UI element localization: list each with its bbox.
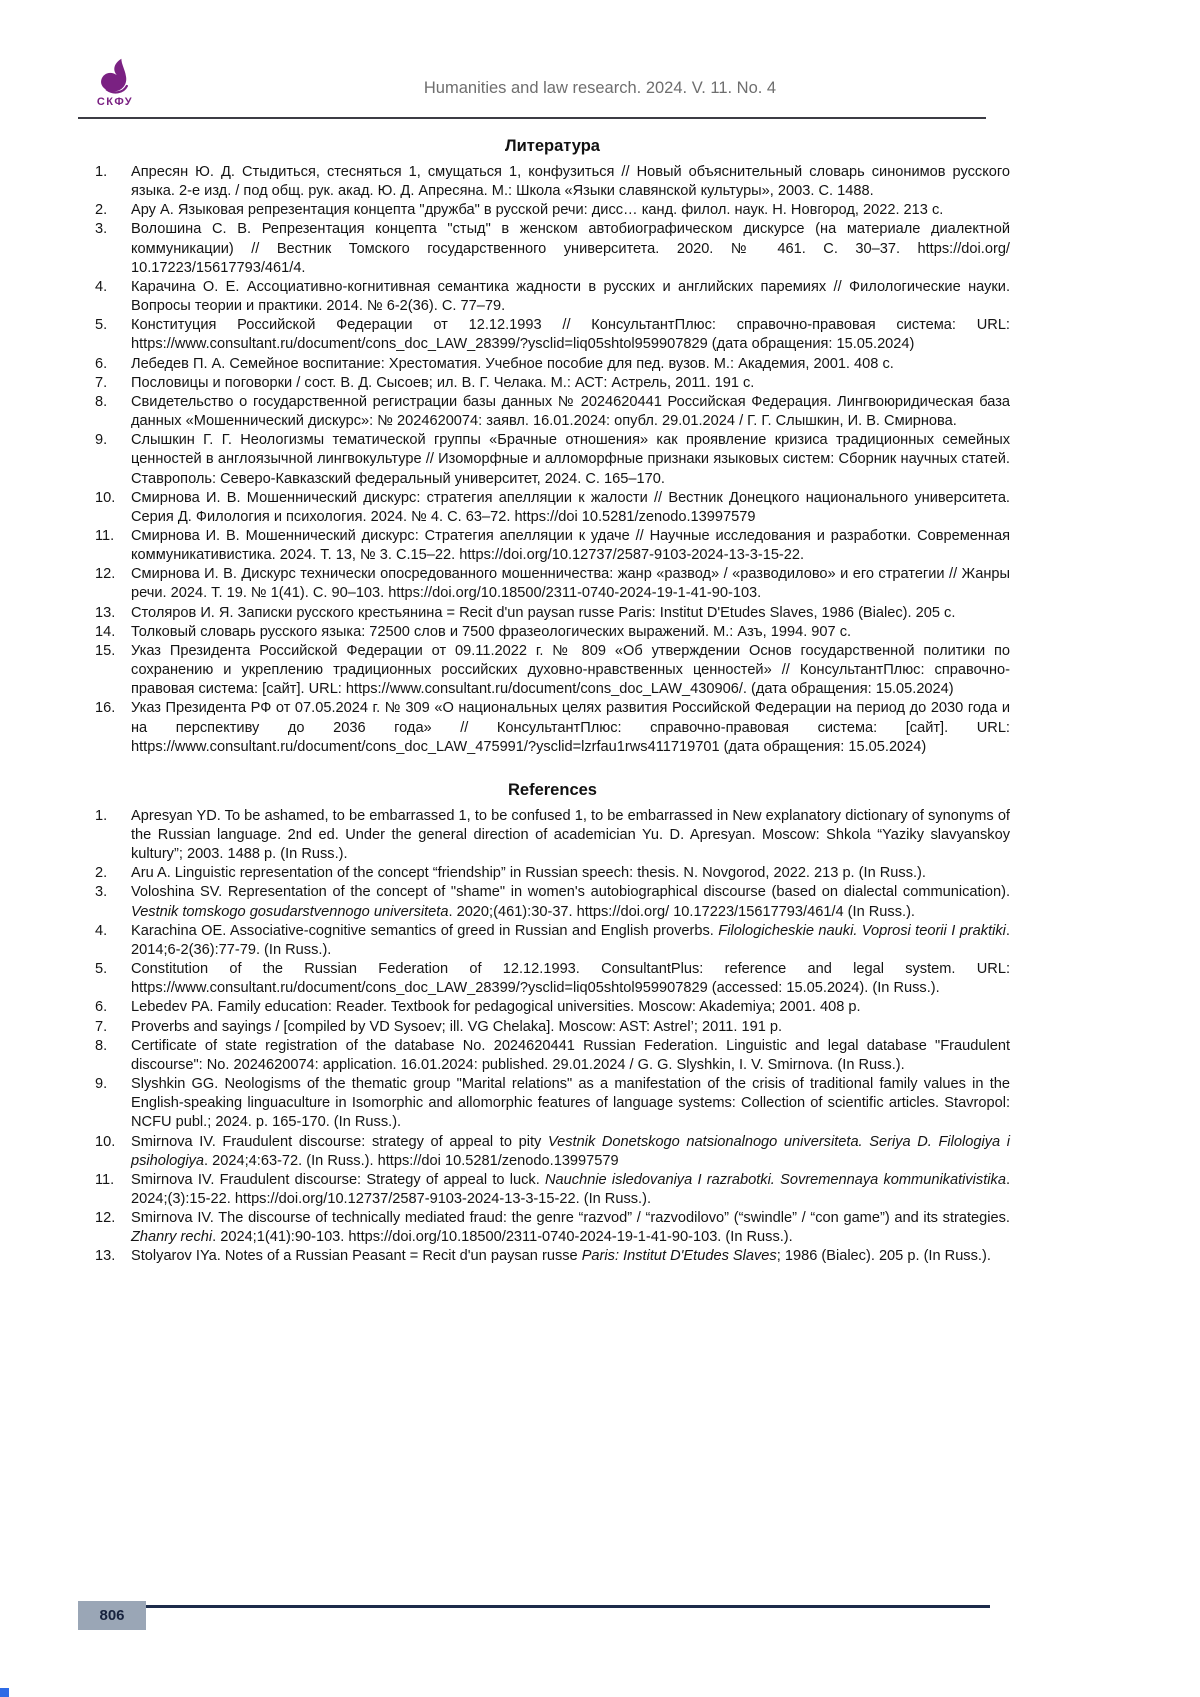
reference-number: 1.	[95, 807, 108, 824]
reference-number: 11.	[95, 527, 115, 544]
reference-number: 3.	[95, 221, 108, 238]
reference-item	[95, 201, 1010, 220]
reference-text: Ару А. Языковая репрезентация концепта "дружба" в русской речи: дисс… канд. филол. наук. Н. Новгород, 2022. 213 с.	[131, 202, 944, 219]
reference-item	[95, 1075, 1010, 1132]
skfu-logo-text: СКФУ	[96, 96, 134, 108]
reference-text: Волошина С. В. Репрезентация концепта "стыд" в женском автобиографическом дискурсе (на материале диалектной коммуникации) // Вестник Томского государственного университета. 2020. № 461. С. 30–37. https://doi.org/ 10.17223/15617793/461/4.	[131, 221, 1010, 276]
reference-text: Столяров И. Я. Записки русского крестьянина = Recit d'un paysan russe Paris: Institut D'Etudes Slaves, 1986 (Bialec). 205 с.	[131, 604, 956, 621]
reference-item	[95, 431, 1010, 488]
reference-item	[95, 1018, 1010, 1037]
reference-number: 5.	[95, 961, 108, 978]
reference-item	[95, 393, 1010, 431]
literature-list	[95, 163, 1010, 757]
reference-text-italic: Vestnik Donetskogo natsionalnogo universiteta. Seriya D. Filologiya i psihologiya	[131, 1133, 1011, 1169]
reference-number: 2.	[95, 202, 108, 219]
reference-text: Лебедев П. А. Семейное воспитание: Хрестоматия. Учебное пособие для пед. вузов. М.: Академия, 2001. 408 с.	[131, 355, 894, 372]
reference-number: 5.	[95, 317, 108, 334]
reference-item	[95, 316, 1010, 354]
reference-number: 10.	[95, 489, 116, 506]
reference-number: 12.	[95, 566, 116, 583]
reference-item	[95, 960, 1010, 998]
reference-text: Конституция Российской Федерации от 12.12.1993 // КонсультантПлюс: справочно-правовая система: URL: https://www.consultant.ru/document/cons_doc_LAW_28399/?ysclid=liq05shtol959907829 (дата обращения: 15.05.2024)	[131, 317, 1010, 353]
reference-text: Указ Президента Российской Федерации от 09.11.2022 г. № 809 «Об утверждении Основ государственной политики по сохранению и укреплению традиционных российских духовно-нравственных ценностей» // КонсультантПлюс: справочно-правовая система: [сайт]. URL: https://www.consultant.ru/document/cons_doc_LAW_430906/. (дата обращения: 15.05.2024)	[131, 642, 1010, 698]
reference-number: 13.	[95, 604, 116, 621]
reference-text: Пословицы и поговорки / сост. В. Д. Сысоев; ил. В. Г. Челака. М.: АСТ: Астрель, 2011. 191 с.	[131, 374, 755, 391]
reference-text: Апресян Ю. Д. Стыдиться, стесняться 1, смущаться 1, конфузиться // Новый объяснительный словарь синонимов русского языка. 2-е изд. / под общ. рук. акад. Ю. Д. Апресяна. М.: Школа «Языки славянской культуры», 2003. С. 1488.	[131, 164, 1010, 200]
reference-item	[95, 864, 1010, 883]
reference-text: Smirnova IV. Fraudulent discourse: strategy of appeal to pity	[131, 1133, 548, 1150]
reference-number: 14.	[95, 623, 116, 640]
reference-item	[95, 1171, 1010, 1209]
reference-item	[95, 1247, 1010, 1266]
page-number: 806	[78, 1601, 146, 1630]
reference-text: Смирнова И. В. Мошеннический дискурс: стратегия апелляции к жалости // Вестник Донецкого национального университета. Серия Д. Филология и психология. 2024. № 4. С. 63–72. https://doi 10.5281/zenodo.13997579	[131, 489, 1010, 525]
reference-number: 4.	[95, 278, 108, 295]
reference-item	[95, 163, 1010, 201]
references-list	[95, 807, 1010, 1267]
reference-number: 7.	[95, 374, 108, 391]
literature-heading: Литература	[505, 137, 600, 155]
page-header	[0, 0, 1200, 124]
reference-text: . 2014;6-2(36):77-79. (In Russ.).	[131, 922, 1010, 958]
reference-text: Constitution of the Russian Federation of 12.12.1993. ConsultantPlus: reference and legal system. URL: https://www.consultant.ru/document/cons_doc_LAW_28399/?ysclid=liq05shtol959907829 (accessed: 15.05.2024). (In Russ.).	[131, 961, 1010, 997]
reference-text: Voloshina SV. Representation of the concept of "shame" in women's autobiographical discourse (based on dialectal communication).	[131, 884, 1010, 901]
reference-item	[95, 527, 1010, 565]
reference-text-italic: Vestnik tomskogo gosudarstvennogo universiteta	[131, 903, 449, 920]
reference-number: 2.	[95, 865, 108, 882]
reference-text: . 2024;4:63-72. (In Russ.). https://doi 10.5281/zenodo.13997579	[204, 1152, 619, 1169]
reference-number: 10.	[95, 1133, 116, 1150]
reference-text-italic: Nauchnie isledovaniya I razrabotki. Sovremennaya kommunikativistika	[545, 1171, 1006, 1188]
reference-number: 4.	[95, 922, 108, 939]
reference-item	[95, 998, 1010, 1017]
reference-number: 9.	[95, 1076, 108, 1093]
reference-text: Slyshkin GG. Neologisms of the thematic group "Marital relations" as a manifestation of the crisis of traditional family values in the English-speaking linguaculture in Isomorphic and allomorphic features of language systems: Collection of scientific articles. Stavropol: NCFU publ.; 2024. p. 165-170. (In Russ.).	[131, 1076, 1010, 1131]
journal-title: Humanities and law research. 2024. V. 11. No. 4	[423, 79, 777, 97]
reference-item	[95, 355, 1010, 374]
reference-number: 13.	[95, 1248, 116, 1265]
reference-number: 8.	[95, 393, 108, 410]
reference-text: Proverbs and sayings / [compiled by VD Sysoev; ill. VG Chelaka]. Moscow: AST: Astrel’; 2011. 191 p.	[131, 1018, 783, 1035]
reference-item	[95, 699, 1010, 756]
reference-text-italic: Zhanry rechi	[131, 1229, 213, 1246]
footer-divider	[146, 1605, 990, 1608]
page-corner-mark	[0, 1688, 9, 1697]
reference-text: Stolyarov IYa. Notes of a Russian Peasant = Recit d'un paysan russe	[131, 1248, 582, 1265]
reference-item	[95, 1037, 1010, 1075]
reference-number: 16.	[95, 700, 116, 717]
reference-item	[95, 623, 1010, 642]
page-body	[0, 137, 1200, 1267]
reference-text: . 2024;1(41):90-103. https://doi.org/10.18500/2311-0740-2024-19-1-41-90-103. (In Russ.).	[212, 1229, 793, 1246]
reference-item	[95, 922, 1010, 960]
reference-text: Смирнова И. В. Мошеннический дискурс: Стратегия апелляции к удаче // Научные исследования и разработки. Современная коммуникативистика. 2024. Т. 13, № 3. С.15–22. https://doi.org/10.12737/2587-9103-2024-13-3-15-22.	[131, 527, 1010, 564]
reference-text: Apresyan YD. To be ashamed, to be embarrassed 1, to be confused 1, to be embarrassed in New explanatory dictionary of synonyms of the Russian language. 2nd ed. Under the general direction of academician Yu. D. Apresyan. Moscow: Shkola “Yaziky slavyanskoy kultury”; 2003. 1488 p. (In Russ.).	[131, 807, 1010, 863]
reference-text: Smirnova IV. The discourse of technically mediated fraud: the genre “razvod” / “razvodilovo” (“swindle” / “con game”) and its strategies.	[131, 1210, 1010, 1227]
reference-item	[95, 565, 1010, 603]
reference-text: Lebedev PA. Family education: Reader. Textbook for pedagogical universities. Moscow: Akademiya; 2001. 408 p.	[131, 999, 861, 1016]
reference-item	[95, 220, 1010, 277]
reference-number: 3.	[95, 884, 108, 901]
reference-text: . 2024;(3):15-22. https://doi.org/10.12737/2587-9103-2024-13-3-15-22. (In Russ.).	[131, 1171, 1010, 1207]
reference-text: Толковый словарь русского языка: 72500 слов и 7500 фразеологических выражений. М.: Азъ, 1994. 907 с.	[131, 623, 852, 640]
reference-item	[95, 604, 1010, 623]
reference-number: 15.	[95, 642, 116, 659]
reference-text: Certificate of state registration of the database No. 2024620441 Russian Federation. Linguistic and legal database "Fraudulent discourse": No. 2024620074: application. 16.01.2024: published. 29.01.2024 / G. G. Slyshkin, I. V. Smirnova. (In Russ.).	[131, 1037, 1010, 1073]
reference-text: Слышкин Г. Г. Неологизмы тематической группы «Брачные отношения» как проявление кризиса традиционных семейных ценностей в англоязычной лингвокультуре // Изоморфные и алломорфные признаки языковых систем: Сборник научных статей. Ставрополь: Северо-Кавказский федеральный университет, 2024. С. 165–170.	[131, 432, 1010, 487]
reference-number: 8.	[95, 1037, 108, 1054]
reference-number: 1.	[95, 164, 108, 180]
reference-number: 11.	[95, 1171, 115, 1188]
reference-number: 6.	[95, 355, 108, 372]
reference-text: Смирнова И. В. Дискурс технически опосредованного мошенничества: жанр «развод» / «разводилово» и его стратегии // Жанры речи. 2024. Т. 19. № 1(41). С. 90–103. https://doi.org/10.18500/2311-0740-2024-19-1-41-90-103.	[131, 566, 1010, 602]
reference-number: 7.	[95, 1018, 108, 1035]
reference-text: Указ Президента РФ от 07.05.2024 г. № 309 «О национальных целях развития Российской Федерации на период до 2030 года и на перспективу до 2036 года» // КонсультантПлюс: справочно-правовая система: [сайт]. URL: https://www.consultant.ru/document/cons_doc_LAW_475991/?ysclid=lzrfau1rws411719701 (дата обращения: 15.05.2024)	[131, 700, 1010, 755]
reference-text: Aru A. Linguistic representation of the concept “friendship” in Russian speech: thesis. N. Novgorod, 2022. 213 p. (In Russ.).	[131, 865, 926, 882]
reference-text: . 2020;(461):30-37. https://doi.org/ 10.17223/15617793/461/4 (In Russ.).	[448, 903, 915, 920]
reference-text: Свидетельство о государственной регистрации базы данных № 2024620441 Российская Федерация. Лингвоюридическая база данных «Мошеннический дискурс»: № 2024620074: заявл. 16.01.2024: опубл. 29.01.2024 / Г. Г. Слышкин, И. В. Смирнова.	[131, 393, 1010, 430]
reference-text-italic: Filologicheskie nauki. Voprosi teorii I praktiki	[718, 922, 1006, 939]
reference-item	[95, 883, 1010, 921]
reference-item	[95, 1209, 1010, 1247]
references-heading: References	[508, 780, 597, 799]
reference-text: Карачина О. Е. Ассоциативно-когнитивная семантика жадности в русских и английских паремиях // Филологические науки. Вопросы теории и практики. 2014. № 6-2(36). С. 77–79.	[131, 278, 1010, 315]
reference-item	[95, 1133, 1010, 1171]
reference-item	[95, 642, 1010, 699]
reference-item	[95, 374, 1010, 393]
reference-text-italic: Paris: Institut D'Etudes Slaves	[581, 1248, 777, 1265]
reference-number: 12.	[95, 1210, 116, 1227]
header-divider	[78, 117, 986, 119]
reference-item	[95, 489, 1010, 527]
reference-number: 6.	[95, 999, 108, 1016]
reference-item	[95, 807, 1010, 864]
reference-item	[95, 278, 1010, 316]
reference-text: Smirnova IV. Fraudulent discourse: Strategy of appeal to luck.	[131, 1171, 546, 1188]
reference-number: 9.	[95, 432, 108, 449]
reference-text: ; 1986 (Bialec). 205 p. (In Russ.).	[776, 1248, 991, 1265]
reference-text: Karachina OE. Associative-cognitive semantics of greed in Russian and English proverbs.	[131, 922, 719, 939]
